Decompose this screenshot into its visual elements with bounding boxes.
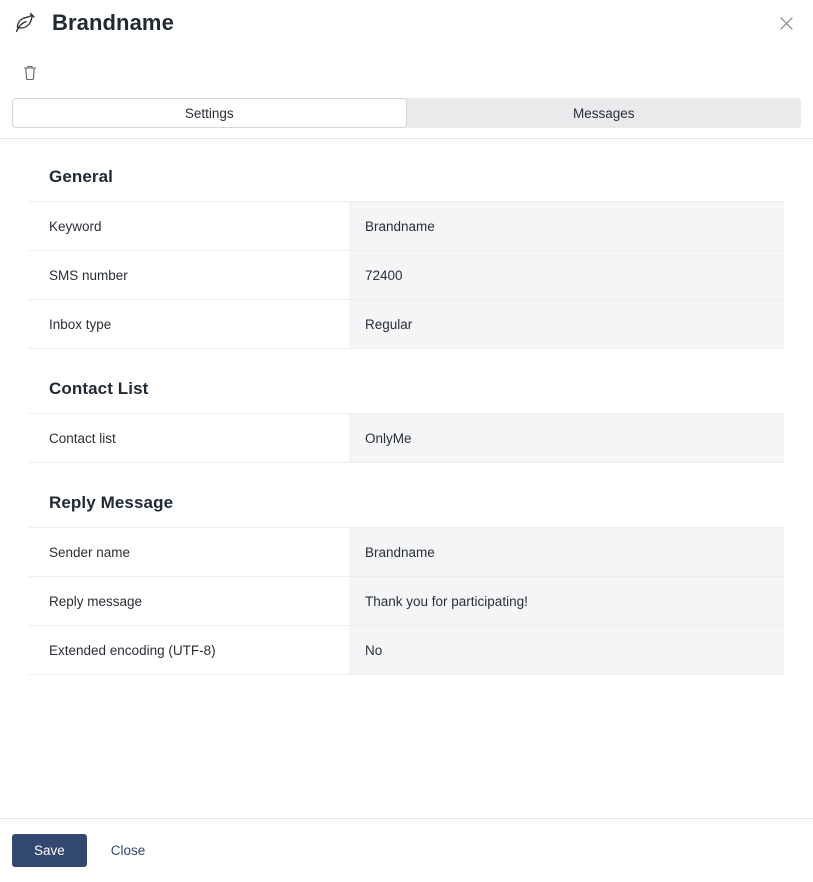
row-label-keyword: Keyword <box>29 202 349 251</box>
tab-messages[interactable] <box>407 98 802 128</box>
row-value-sender-name[interactable]: Brandname <box>349 528 784 577</box>
save-button[interactable]: Save <box>12 834 87 867</box>
settings-content <box>0 138 813 818</box>
table-row <box>29 202 784 251</box>
close-button[interactable]: Close <box>99 834 158 867</box>
table-row <box>29 577 784 626</box>
leaf-pen-icon <box>10 8 40 38</box>
section-title-general: General <box>49 167 114 186</box>
dialog-footer <box>0 818 813 882</box>
row-value-keyword[interactable]: Brandname <box>349 202 784 251</box>
table-row <box>29 626 784 675</box>
row-value-extended-encoding[interactable]: No <box>349 626 784 675</box>
row-value-sms-number[interactable]: 72400 <box>349 251 784 300</box>
tab-messages-label: Messages <box>572 105 635 121</box>
tab-settings-label: Settings <box>184 105 234 121</box>
row-label-contact-list: Contact list <box>29 414 349 463</box>
general-table <box>29 201 784 349</box>
dialog-toolbar <box>0 46 813 98</box>
row-value-contact-list[interactable]: OnlyMe <box>349 414 784 463</box>
row-value-inbox-type[interactable]: Regular <box>349 300 784 349</box>
table-row <box>29 251 784 300</box>
section-title-reply-message: Reply Message <box>49 493 174 512</box>
contact-list-table <box>29 413 784 463</box>
reply-message-table <box>29 527 784 675</box>
page-title: Brandname <box>52 10 174 35</box>
table-row <box>29 414 784 463</box>
row-label-reply-message: Reply message <box>29 577 349 626</box>
section-title-contact-list: Contact List <box>49 379 149 398</box>
row-label-extended-encoding: Extended encoding (UTF-8) <box>29 626 349 675</box>
tab-strip <box>12 98 801 128</box>
close-icon[interactable] <box>775 12 797 34</box>
table-row <box>29 300 784 349</box>
trash-icon[interactable] <box>18 60 42 84</box>
dialog-header <box>0 0 813 46</box>
row-label-sms-number: SMS number <box>29 251 349 300</box>
row-value-reply-message[interactable]: Thank you for participating! <box>349 577 784 626</box>
tab-settings[interactable] <box>12 98 407 128</box>
row-label-sender-name: Sender name <box>29 528 349 577</box>
row-label-inbox-type: Inbox type <box>29 300 349 349</box>
table-row <box>29 528 784 577</box>
